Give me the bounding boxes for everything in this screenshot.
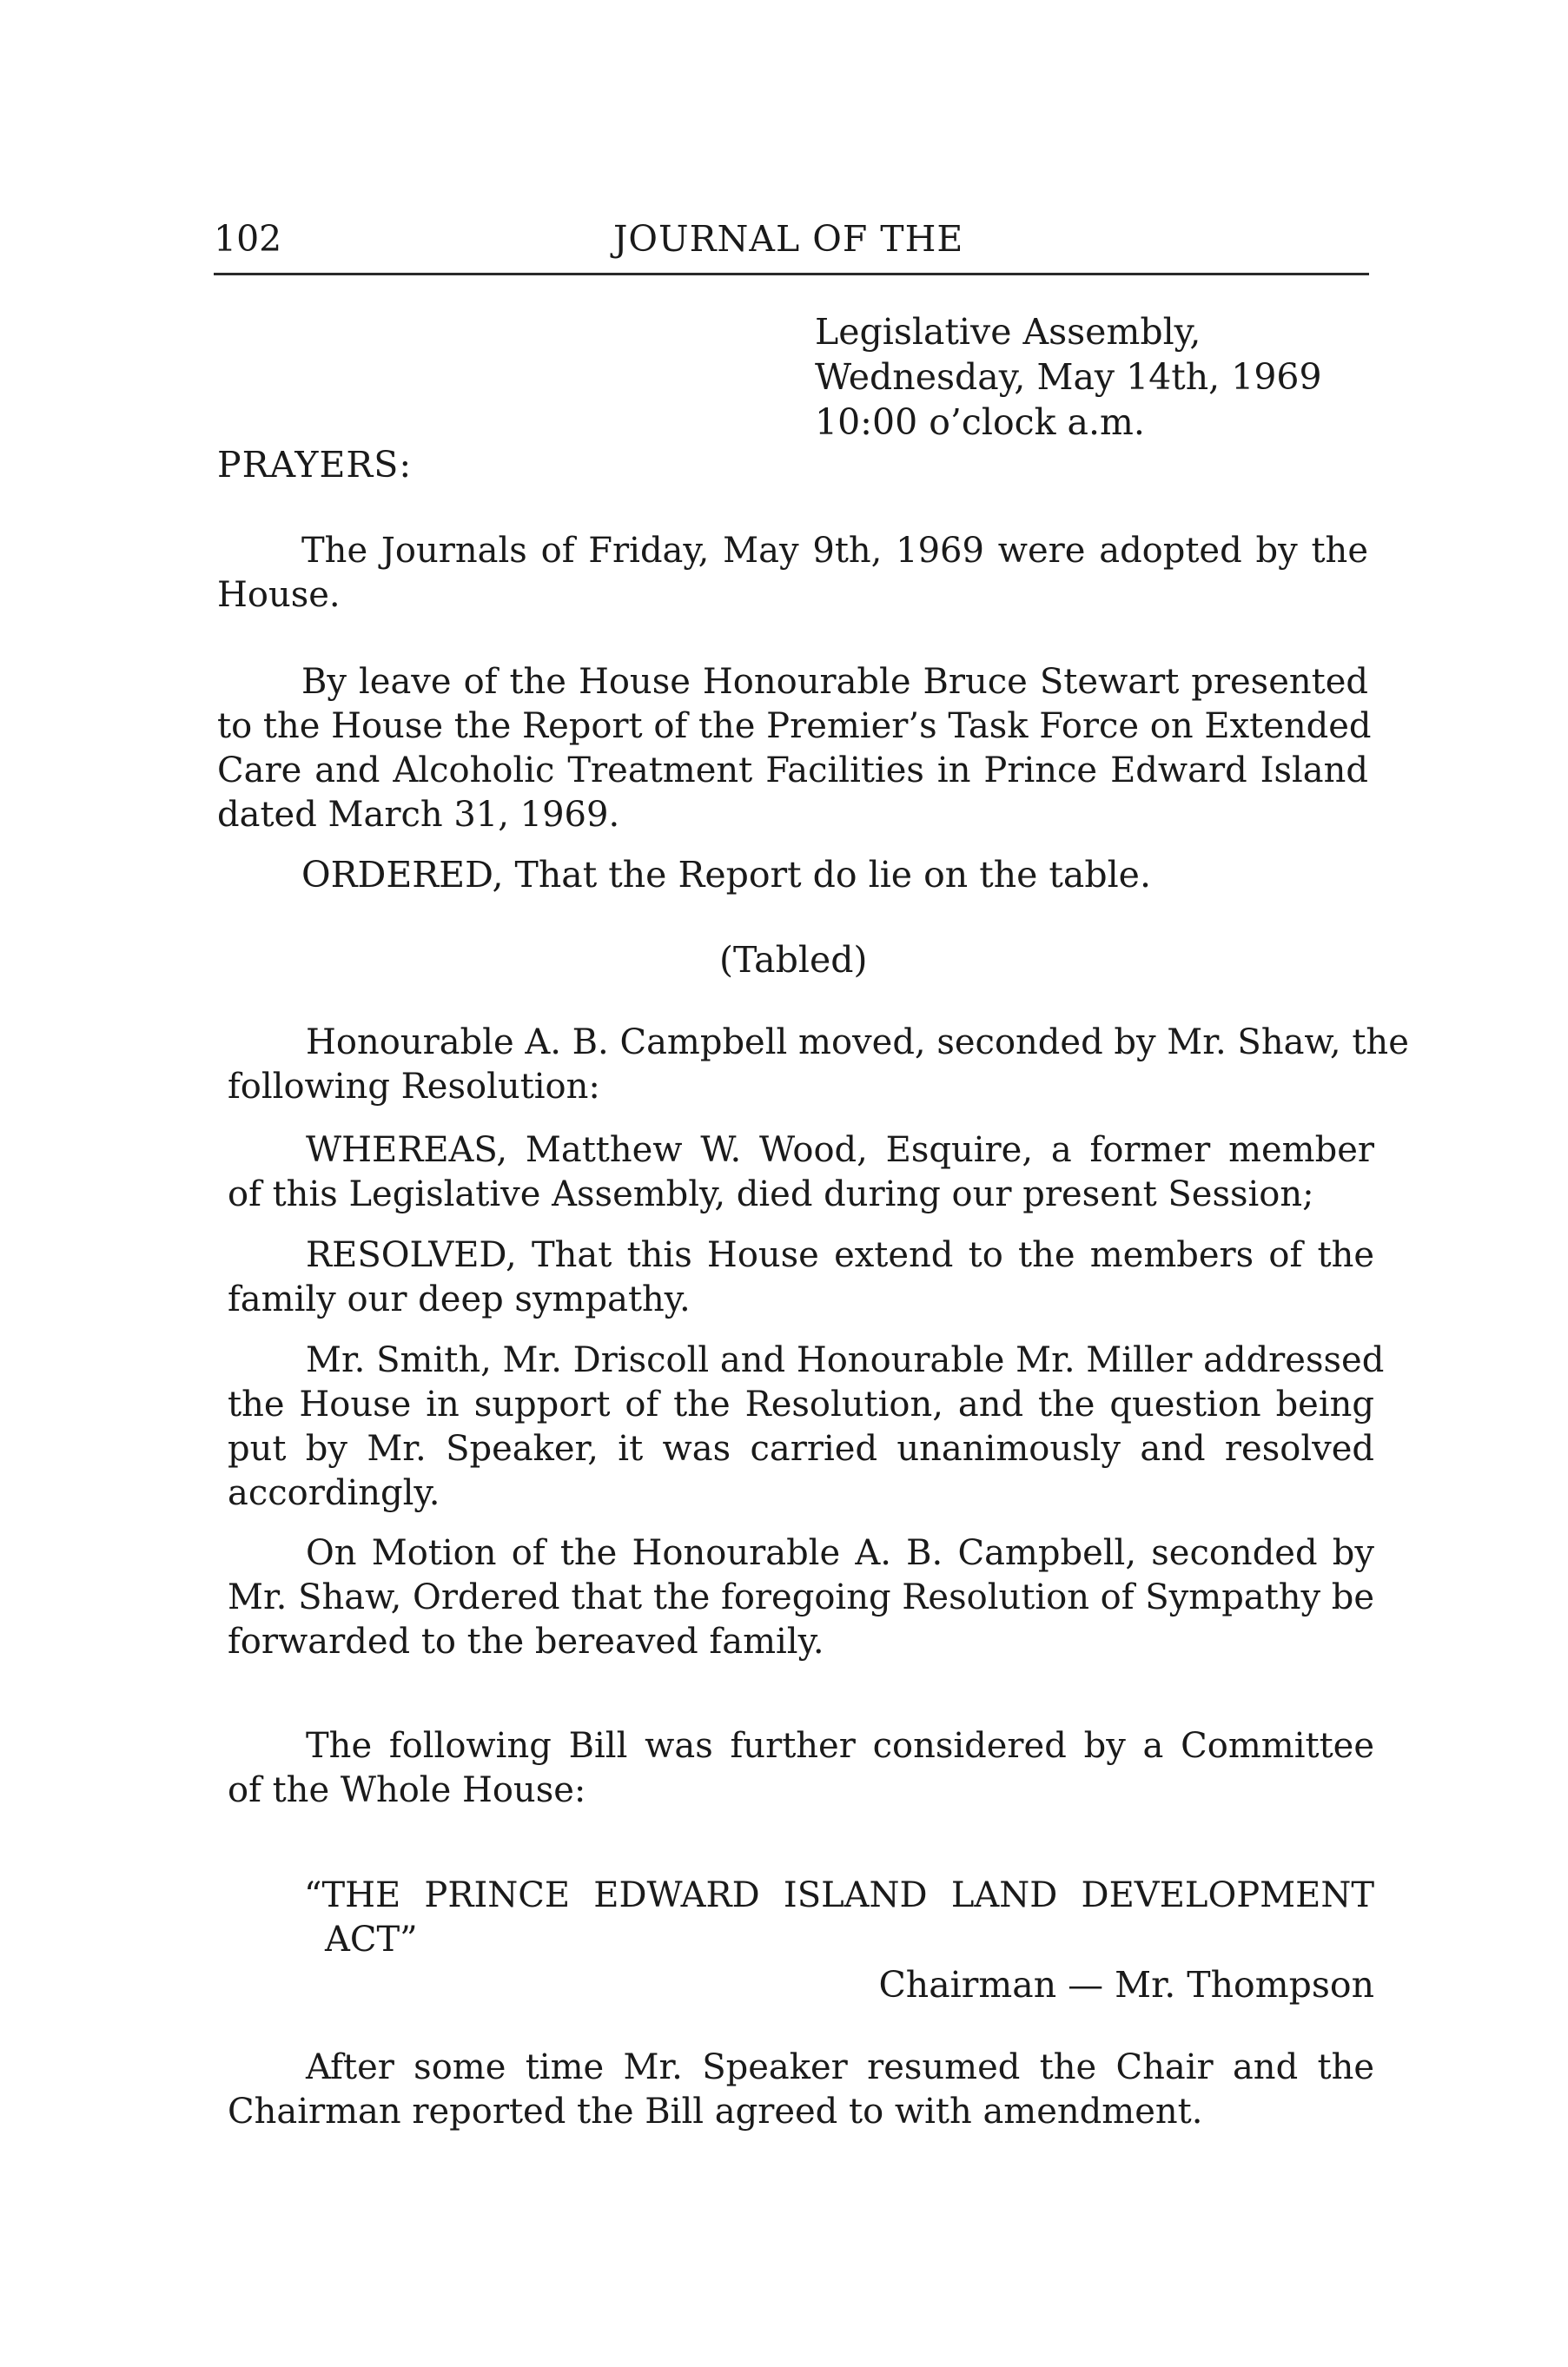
paragraph-line: Care and Alcoholic Treatment Facilities in Prince Edward Island xyxy=(217,750,1368,790)
paragraph-resolved xyxy=(228,1233,1374,1322)
paragraph-line: of the Whole House: xyxy=(228,1770,586,1810)
running-title: JOURNAL OF THE xyxy=(613,218,964,260)
paragraph-line: put by Mr. Speaker, it was carried unanimously and resolved xyxy=(228,1429,1374,1469)
paragraph-line: following Resolution: xyxy=(228,1067,600,1107)
prayers-heading: PRAYERS: xyxy=(217,444,413,486)
chairman-line: Chairman — Mr. Thompson xyxy=(878,1964,1374,2006)
paragraph-addressed xyxy=(228,1339,1385,1516)
paragraph-line: to the House the Report of the Premier’s Task Force on Extended xyxy=(217,706,1372,746)
paragraph-line: Chairman reported the Bill agreed to with amendment. xyxy=(228,2092,1203,2132)
paragraph-whereas xyxy=(228,1128,1374,1217)
paragraph-journals-adopted xyxy=(217,529,1368,618)
paragraph-line: family our deep sympathy. xyxy=(228,1279,691,1319)
ordered-line: ORDERED, That the Report do lie on the table. xyxy=(301,854,1151,896)
paragraph-line: House. xyxy=(217,575,341,615)
paragraph-line: Honourable A. B. Campbell moved, seconded by Mr. Shaw, the xyxy=(306,1022,1409,1062)
paragraph-after-some-time xyxy=(228,2046,1374,2134)
paragraph-line: RESOLVED, That this House extend to the members of the xyxy=(306,1235,1374,1275)
paragraph-report-presented xyxy=(217,660,1372,837)
tabled-note: (Tabled) xyxy=(719,939,868,981)
paragraph-line: The Journals of Friday, May 9th, 1969 were adopted by the xyxy=(301,531,1368,571)
paragraph-line: On Motion of the Honourable A. B. Campbell, seconded by xyxy=(306,1533,1374,1573)
dateline-date: Wednesday, May 14th, 1969 xyxy=(815,356,1322,398)
paragraph-line: of this Legislative Assembly, died during our present Session; xyxy=(228,1174,1314,1214)
paragraph-line: dated March 31, 1969. xyxy=(217,795,620,835)
bill-title-line: ACT” xyxy=(325,1920,418,1960)
dateline-time: 10:00 o’clock a.m. xyxy=(815,401,1145,443)
page-number: 102 xyxy=(214,218,282,260)
paragraph-line: Mr. Shaw, Ordered that the foregoing Resolution of Sympathy be xyxy=(228,1577,1375,1617)
paragraph-following-bill xyxy=(228,1724,1374,1813)
paragraph-line: Mr. Smith, Mr. Driscoll and Honourable Mr. Miller addressed xyxy=(306,1340,1385,1380)
paragraph-line: forwarded to the bereaved family. xyxy=(228,1622,824,1662)
paragraph-line: accordingly. xyxy=(228,1473,440,1513)
paragraph-line: the House in support of the Resolution, and the question being xyxy=(228,1385,1374,1425)
paragraph-line: The following Bill was further considered by a Committee xyxy=(306,1726,1374,1766)
header-rule xyxy=(214,273,1369,275)
bill-title-line: “THE PRINCE EDWARD ISLAND LAND DEVELOPMENT xyxy=(304,1875,1374,1915)
paragraph-line: After some time Mr. Speaker resumed the Chair and the xyxy=(306,2047,1374,2087)
paragraph-on-motion xyxy=(228,1531,1374,1664)
paragraph-line: WHEREAS, Matthew W. Wood, Esquire, a former member xyxy=(306,1130,1374,1170)
paragraph-line: By leave of the House Honourable Bruce Stewart presented xyxy=(301,662,1368,702)
bill-title xyxy=(304,1874,1374,1962)
dateline-assembly: Legislative Assembly, xyxy=(815,311,1201,353)
paragraph-resolution-moved xyxy=(228,1021,1409,1109)
